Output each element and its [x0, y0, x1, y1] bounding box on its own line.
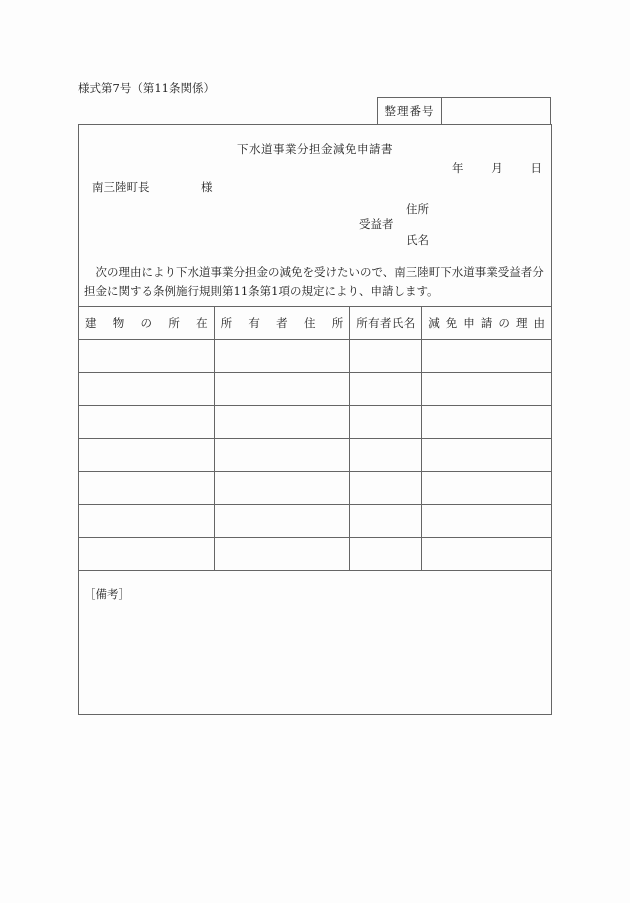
- date-month: 月: [491, 161, 503, 175]
- cell-owner-name[interactable]: [350, 472, 422, 505]
- reference-number-label: 整理番号: [378, 98, 442, 124]
- header-reduction-reason: 減免申請の理由: [422, 307, 552, 340]
- cell-reduction-reason[interactable]: [422, 406, 552, 439]
- date-day: 日: [530, 161, 542, 175]
- table-row: [79, 439, 552, 472]
- cell-owner-address[interactable]: [214, 373, 350, 406]
- addressee-honorific: 様: [201, 180, 213, 194]
- application-statement: 次の理由により下水道事業分担金の減免を受けたいので、南三陸町下水道事業受益者分担金に関する条例施行規則第11条第1項の規定により、申請します。: [84, 265, 544, 298]
- document-title: 下水道事業分担金減免申請書: [237, 142, 393, 156]
- cell-owner-address[interactable]: [214, 406, 350, 439]
- header-owner-name: 所有者氏名: [350, 307, 422, 340]
- cell-owner-name[interactable]: [350, 340, 422, 373]
- cell-reduction-reason[interactable]: [422, 472, 552, 505]
- cell-reduction-reason[interactable]: [422, 373, 552, 406]
- table-row: [79, 373, 552, 406]
- reference-number-field[interactable]: [442, 98, 550, 124]
- date-line: [452, 160, 542, 176]
- applicant-role: 受益者: [359, 217, 394, 231]
- cell-reduction-reason[interactable]: [422, 340, 552, 373]
- applicant-address-label: 住所: [406, 202, 429, 216]
- cell-owner-name[interactable]: [350, 373, 422, 406]
- cell-building-location[interactable]: [79, 505, 215, 538]
- table-row: [79, 538, 552, 571]
- cell-owner-address[interactable]: [214, 340, 350, 373]
- table-row: [79, 505, 552, 538]
- reference-number-box: [377, 97, 551, 124]
- cell-building-location[interactable]: [79, 538, 215, 571]
- cell-reduction-reason[interactable]: [422, 505, 552, 538]
- cell-owner-name[interactable]: [350, 439, 422, 472]
- applicant-name-label: 氏名: [406, 233, 429, 247]
- cell-owner-name[interactable]: [350, 505, 422, 538]
- cell-owner-address[interactable]: [214, 472, 350, 505]
- date-year: 年: [452, 161, 464, 175]
- cell-reduction-reason[interactable]: [422, 439, 552, 472]
- remarks-label: ［備考］: [84, 587, 130, 601]
- cell-owner-address[interactable]: [214, 505, 350, 538]
- header-owner-address: 所有者住所: [214, 307, 350, 340]
- table-row: [79, 406, 552, 439]
- table-row: [79, 472, 552, 505]
- cell-building-location[interactable]: [79, 439, 215, 472]
- cell-owner-address[interactable]: [214, 538, 350, 571]
- cell-owner-address[interactable]: [214, 439, 350, 472]
- cell-building-location[interactable]: [79, 340, 215, 373]
- cell-reduction-reason[interactable]: [422, 538, 552, 571]
- cell-building-location[interactable]: [79, 406, 215, 439]
- form-number: 様式第7号（第11条関係）: [78, 81, 215, 95]
- cell-owner-name[interactable]: [350, 406, 422, 439]
- header-building-location: 建物の所在: [79, 307, 215, 340]
- property-table: [78, 306, 552, 571]
- addressee-name: 南三陸町長: [92, 180, 150, 194]
- table-header-row: [79, 307, 552, 340]
- cell-building-location[interactable]: [79, 472, 215, 505]
- cell-building-location[interactable]: [79, 373, 215, 406]
- table-row: [79, 340, 552, 373]
- cell-owner-name[interactable]: [350, 538, 422, 571]
